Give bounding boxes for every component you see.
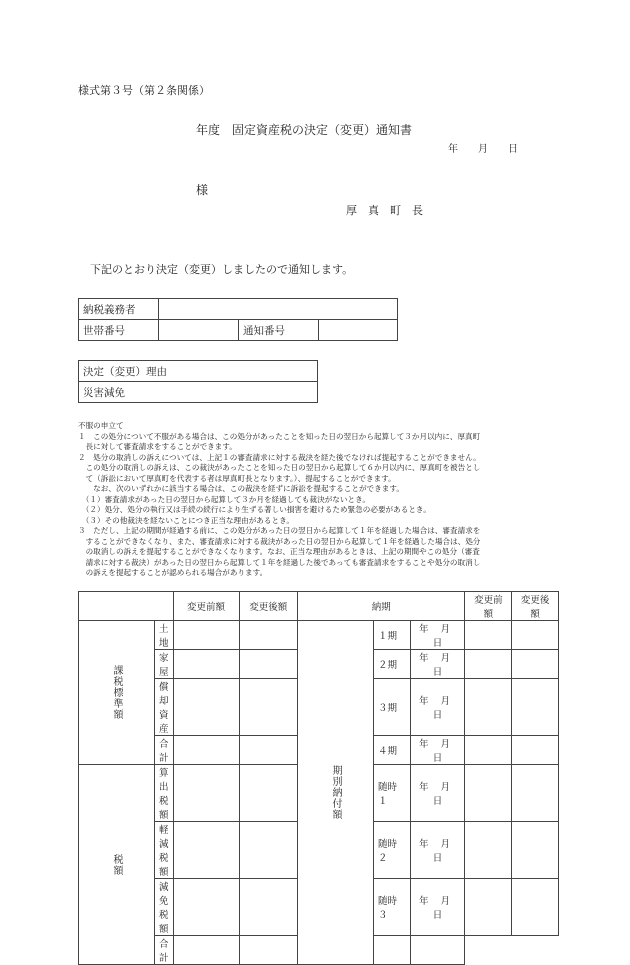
reason-label: 決定（変更）理由	[79, 361, 318, 382]
row-label: 償却資産	[155, 679, 174, 736]
before-amount-cell	[173, 679, 239, 736]
appeal-line: （３）その他裁決を経ないことにつき正当な理由があるとき。	[78, 515, 294, 525]
period-date	[410, 765, 465, 822]
period-label: １期	[373, 621, 410, 650]
table-row	[79, 621, 559, 650]
addressee-suffix: 様	[196, 183, 209, 197]
before-amount-cell	[173, 621, 239, 650]
appeal-line: の取消しの訴えを提起することができなくなります。なお、正当な理由があるときは、上記の期間やこの処分（審査	[78, 547, 480, 556]
empty-before-cell-2	[465, 936, 512, 965]
date-unit: 日	[432, 853, 443, 864]
after-amount-cell-2	[512, 736, 559, 765]
date-unit: 日	[432, 753, 443, 764]
after-amount-cell	[239, 822, 297, 879]
date-unit: 年	[419, 624, 429, 635]
date-unit: 日	[432, 638, 443, 649]
after-amount-cell-2	[512, 765, 559, 822]
row-label: 軽減税額	[155, 822, 174, 879]
notice-number-label: 通知番号	[239, 320, 319, 341]
period-date	[410, 736, 465, 765]
period-label: ３期	[373, 679, 410, 736]
date-unit: 年	[419, 839, 429, 850]
taxpayer-value	[159, 299, 398, 320]
period-label: 随時１	[373, 765, 410, 822]
before-amount-cell	[173, 822, 239, 879]
before-amount-cell-2	[465, 650, 512, 679]
reason-value: 災害減免	[79, 382, 318, 403]
appeal-line: なお、次のいずれかに該当する場合は、この裁決を経ずに訴訟を提起することができます。	[78, 484, 404, 493]
row-label: 算出税額	[155, 765, 174, 822]
after-amount-cell	[239, 621, 297, 650]
appeal-notice	[78, 421, 481, 579]
row-label: 合計	[155, 936, 174, 965]
period-label: ２期	[373, 650, 410, 679]
taxpayer-label: 納税義務者	[79, 299, 159, 320]
group-tax-base: 課税標準額	[79, 621, 155, 765]
date-unit: 日	[432, 710, 443, 721]
before-amount-cell-2	[465, 822, 512, 879]
appeal-line: この処分の取消しの訴えは、この裁決があったことを知った日の翌日から起算して６か月以内に、厚真町を被告とし	[78, 463, 481, 472]
row-label: 減免税額	[155, 879, 174, 936]
before-amount-cell-2	[465, 736, 512, 765]
appeal-line: 長に対して審査請求をすることができます。	[78, 442, 237, 451]
header-after: 変更後額	[239, 592, 297, 621]
appeal-heading: 不服の申立て	[78, 421, 124, 430]
period-date	[410, 879, 465, 936]
after-amount-cell-2	[512, 650, 559, 679]
before-amount-cell	[173, 879, 239, 936]
header-before: 変更前額	[173, 592, 239, 621]
date-unit: 月	[440, 739, 451, 750]
reason-table	[78, 360, 318, 403]
date-unit: 年	[419, 653, 429, 664]
header-period: 納期	[297, 592, 465, 621]
date-unit: 月	[440, 839, 451, 850]
period-label: 随時２	[373, 822, 410, 879]
period-label: ４期	[373, 736, 410, 765]
empty-date-cell	[410, 936, 465, 965]
tax-amount-table	[78, 591, 559, 965]
appeal-line: 請求に対する裁決）があった日の翌日から起算して１年を経過した後であっても審査請求をすることや処分の取消し	[78, 557, 481, 567]
after-amount-cell	[239, 650, 297, 679]
before-amount-cell	[173, 736, 239, 765]
date-unit: 日	[432, 910, 443, 921]
date-unit: 月	[440, 624, 451, 635]
after-amount-cell	[239, 679, 297, 736]
after-amount-cell-2	[512, 879, 559, 936]
before-amount-cell-2	[465, 621, 512, 650]
header-after-2: 変更後額	[512, 592, 559, 621]
date-unit: 日	[432, 796, 443, 807]
date-unit: 年	[419, 896, 429, 907]
appeal-line: ３ ただし、上記の期間が経過する前に、この処分があった日の翌日から起算して１年を経過した場合は、審査請求を	[78, 526, 481, 535]
before-amount-cell	[173, 936, 239, 965]
form-number: 様式第３号（第２条関係）	[78, 84, 210, 97]
group-installments: 期別納付額	[297, 621, 373, 965]
date-unit: 月	[440, 653, 451, 664]
row-label: 家屋	[155, 650, 174, 679]
issuer: 厚 真 町 長	[346, 204, 423, 217]
date-unit: 月	[440, 896, 451, 907]
appeal-line: １ この処分について不服がある場合は、この処分があったことを知った日の翌日から起算して３か月以内に、厚真町	[78, 431, 481, 441]
after-amount-cell	[239, 936, 297, 965]
header-blank	[79, 592, 174, 621]
period-date	[410, 650, 465, 679]
before-amount-cell-2	[465, 879, 512, 936]
appeal-line: することができなくなり、また、審査請求に対する裁決があった日の翌日から起算して１年を経過した場合は、処分	[78, 536, 481, 546]
before-amount-cell	[173, 650, 239, 679]
before-amount-cell	[173, 765, 239, 822]
date-unit: 月	[440, 696, 451, 707]
group-tax-amount: 税額	[79, 765, 155, 965]
date-unit: 年	[419, 782, 429, 793]
period-label: 随時３	[373, 879, 410, 936]
household-number-label: 世帯番号	[79, 320, 159, 341]
appeal-line: の訴えを提起することが認められる場合があります。	[78, 568, 268, 577]
appeal-line: （１）審査請求があった日の翌日から起算して３か月を経過しても裁決がないとき。	[78, 494, 370, 504]
after-amount-cell	[239, 736, 297, 765]
before-amount-cell-2	[465, 765, 512, 822]
appeal-line: ２ 処分の取消しの訴えについては、上記１の審査請求に対する裁決を経た後でなければ提起することができません。	[78, 452, 481, 462]
after-amount-cell-2	[512, 621, 559, 650]
after-amount-cell-2	[512, 679, 559, 736]
row-label: 土地	[155, 621, 174, 650]
intro-text: 下記のとおり決定（変更）しましたので通知します。	[90, 263, 354, 276]
household-number-value	[159, 320, 239, 341]
row-label: 合計	[155, 736, 174, 765]
date-line: 年 月 日	[448, 144, 518, 155]
before-amount-cell-2	[465, 679, 512, 736]
header-before-2: 変更前額	[465, 592, 512, 621]
date-unit: 年	[419, 696, 429, 707]
appeal-body	[78, 432, 481, 579]
after-amount-cell	[239, 765, 297, 822]
date-unit: 月	[440, 782, 451, 793]
after-amount-cell-2	[512, 822, 559, 879]
empty-period-cell	[373, 936, 410, 965]
taxpayer-table	[78, 298, 398, 341]
document-title: 年度 固定資産税の決定（変更）通知書	[196, 123, 413, 137]
notice-number-value	[319, 320, 398, 341]
date-unit: 日	[432, 667, 443, 678]
date-unit: 年	[419, 739, 429, 750]
period-date	[410, 679, 465, 736]
appeal-line: て（訴訟において厚真町を代表する者は厚真町長となります。）、提起することができます。	[78, 473, 396, 483]
after-amount-cell	[239, 879, 297, 936]
period-date	[410, 822, 465, 879]
empty-after-cell-2	[512, 936, 559, 965]
appeal-line: （２）処分、処分の執行又は手続の続行により生ずる著しい損害を避けるため緊急の必要があるとき。	[78, 505, 431, 514]
period-date	[410, 621, 465, 650]
